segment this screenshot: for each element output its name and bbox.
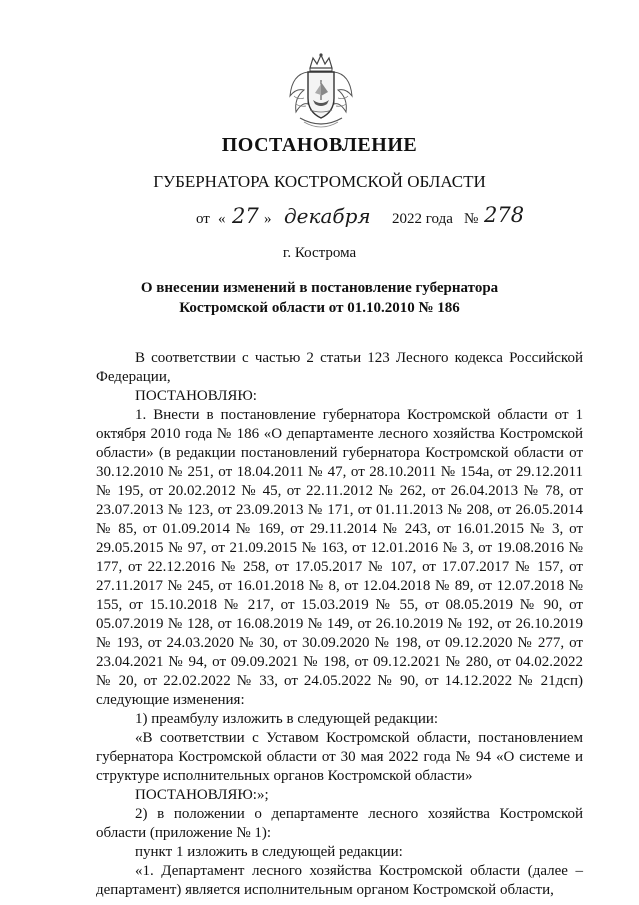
document-body xyxy=(96,349,583,900)
date-day-handwritten: 27 xyxy=(232,204,259,228)
clause-1-paragraph: 1. Внести в постановление губернатора Костромской области от 1 октября 2010 года № 186 «О департаменте лесного хозяйства Костромской области» (в редакции постановлений губернатора Костромской области от 30.12.2010 № 251, от 18.04.2011 № 47, от 28.10.2011 № 154а, от 29.12.2011 № 195, от 20.02.2012 № 45, от 22.11.2012 № 262, от 26.04.2013 № 78, от 23.07.2013 № 123, от 23.09.2013 № 171, от 01.11.2013 № 208, от 26.05.2014 № 85, от 01.09.2014 № 169, от 29.11.2014 № 243, от 16.01.2015 № 3, от 29.05.2015 № 97, от 21.09.2015 № 163, от 12.01.2016 № 3, от 19.08.2016 № 177, от 22.12.2016 № 258, от 17.05.2017 № 107, от 17.07.2017 № 157, от 27.11.2017 № 245, от 16.01.2018 № 8, от 12.04.2018 № 89, от 12.07.2018 № 155, от 15.10.2018 № 217, от 15.03.2019 № 55, от 08.05.2019 № 90, от 05.07.2019 № 128, от 16.08.2019 № 149, от 26.10.2019 № 192, от 26.10.2019 № 193, от 24.03.2020 № 30, от 30.09.2020 № 198, от 09.12.2020 № 277, от 23.04.2021 № 94, от 09.09.2021 № 198, от 09.12.2021 № 280, от 04.02.2022 № 20, от 22.02.2022 № 33, от 24.05.2022 № 90, от 14.12.2022 № 21дсп) следующие изменения: xyxy=(96,407,583,708)
quoted-preamble-paragraph: «В соответствии с Уставом Костромской области, постановлением губернатора Костромской области от 30 мая 2022 года № 94 «О системе и структуре исполнительных органов Костромской области» xyxy=(96,730,583,784)
date-month-handwritten: декабря xyxy=(284,204,371,228)
subclause-2-paragraph: 2) в положении о департаменте лесного хозяйства Костромской области (приложение № 1): xyxy=(96,806,583,841)
date-close-quote: » xyxy=(264,211,272,227)
kostroma-coat-of-arms-icon xyxy=(286,52,356,128)
document-type-title: ПОСТАНОВЛЕНИЕ xyxy=(221,134,418,156)
date-line xyxy=(196,205,526,235)
preamble-paragraph: В соответствии с частью 2 статьи 123 Лесного кодекса Российской Федерации, xyxy=(96,350,583,385)
subclause-1-paragraph: 1) преамбулу изложить в следующей редакции: xyxy=(135,711,439,727)
date-prefix: от xyxy=(196,211,210,227)
number-sign: № xyxy=(464,211,479,227)
date-open-quote: « xyxy=(218,211,226,227)
decree-word: ПОСТАНОВЛЯЮ: xyxy=(135,388,257,404)
city-name: г. Кострома xyxy=(282,245,357,261)
heading-line: Костромской области от 01.10.2010 № 186 xyxy=(179,300,460,316)
document-number-handwritten: 278 xyxy=(484,203,525,227)
issuing-authority: ГУБЕРНАТОРА КОСТРОМСКОЙ ОБЛАСТИ xyxy=(153,172,486,191)
heading-line: О внесении изменений в постановление губернатора xyxy=(140,280,499,296)
quoted-point-1-paragraph: «1. Департамент лесного хозяйства Костромской области (далее – департамент) является исполнительным органом Костромской области, xyxy=(96,863,583,898)
date-year: 2022 года xyxy=(392,211,453,227)
quoted-decree-word: ПОСТАНОВЛЯЮ:»; xyxy=(135,787,269,803)
point-1-instruction: пункт 1 изложить в следующей редакции: xyxy=(135,844,403,860)
document-heading xyxy=(0,278,639,318)
